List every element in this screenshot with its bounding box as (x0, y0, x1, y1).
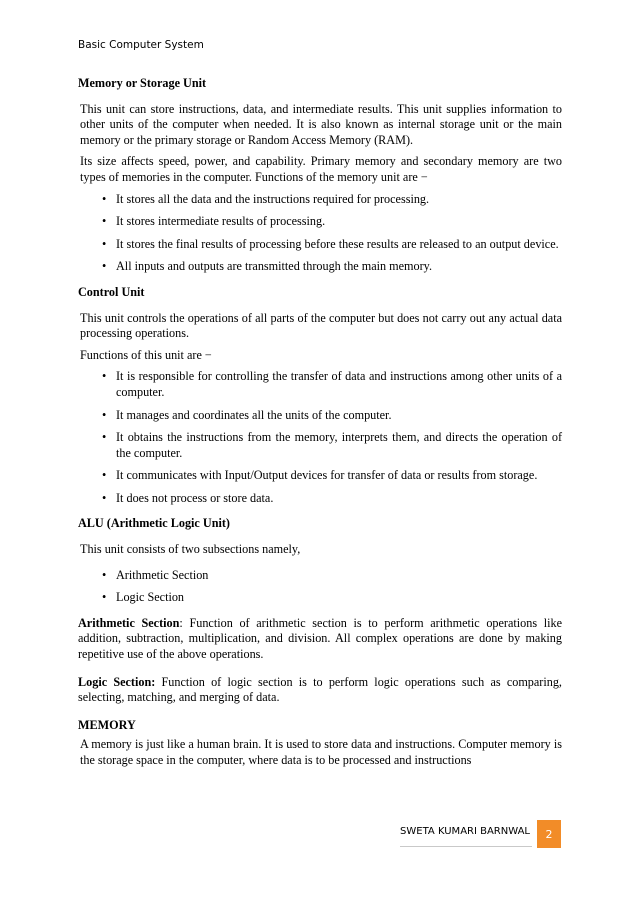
list-item: • It obtains the instructions from the memory, interprets them, and directs the operation of the computer. (102, 430, 562, 460)
bullet-icon: • (102, 236, 107, 251)
paragraph-arithmetic: Arithmetic Section: Function of arithmetic section is to perform arithmetic operations like addition, subtraction, multiplication, and division. All complex operations are done by making repetitive use of the above operations. (78, 615, 563, 662)
list-item: • It stores the final results of processing before these results are released to an output device. (102, 236, 559, 251)
list-item: • All inputs and outputs are transmitted through the main memory. (102, 259, 433, 274)
page-content (78, 76, 562, 775)
paragraph: Its size affects speed, power, and capability. Primary memory and secondary memory are two types of memories in the computer. Functions of the memory unit are − (80, 154, 562, 184)
list-item: • It is responsible for controlling the transfer of data and instructions among other units of a computer. (102, 369, 562, 399)
section-heading-alu: ALU (Arithmetic Logic Unit) (78, 516, 230, 531)
list-item: • Arithmetic Section (102, 567, 209, 582)
paragraph-logic: Logic Section: Function of logic section is to perform logic operations such as comparing, selecting, matching, and merging of data. (78, 674, 562, 705)
bullet-icon: • (102, 468, 107, 483)
bullet-icon: • (102, 191, 107, 206)
list-item: • It stores intermediate results of processing. (102, 214, 326, 229)
list-item: • It manages and coordinates all the units of the computer. (102, 407, 392, 422)
bullet-icon: • (102, 567, 107, 582)
list-item: • It does not process or store data. (102, 490, 274, 505)
page-header: Basic Computer System (78, 39, 204, 51)
bullet-icon: • (102, 369, 107, 384)
paragraph: This unit consists of two subsections namely, (80, 542, 301, 557)
bullet-icon: • (102, 590, 107, 605)
list-item: • Logic Section (102, 590, 185, 605)
footer-divider (400, 846, 532, 847)
paragraph: This unit can store instructions, data, and intermediate results. This unit supplies information to other units of the computer when needed. It is also known as internal storage unit or the main memory or the primary storage or Random Access Memory (RAM). (80, 101, 562, 147)
bullet-icon: • (102, 259, 107, 274)
footer-author: SWETA KUMARI BARNWAL (400, 826, 530, 837)
list-item: • It stores all the data and the instructions required for processing. (102, 191, 430, 206)
bullet-icon: • (102, 214, 107, 229)
bullet-icon: • (102, 430, 107, 445)
bullet-list (78, 369, 562, 506)
section-heading-memory-unit: Memory or Storage Unit (78, 76, 207, 90)
page-number: 2 (537, 820, 561, 848)
paragraph: Functions of this unit are − (80, 347, 212, 362)
bullet-list (78, 568, 562, 606)
list-item: • It communicates with Input/Output devices for transfer of data or results from storage. (102, 468, 538, 483)
section-heading-memory: MEMORY (78, 717, 136, 732)
bullet-icon: • (102, 407, 107, 422)
section-heading-control-unit: Control Unit (78, 284, 145, 299)
bullet-list (78, 192, 562, 275)
bullet-icon: • (102, 490, 107, 505)
paragraph: This unit controls the operations of all parts of the computer but does not carry out any actual data processing operations. (80, 310, 562, 341)
paragraph: A memory is just like a human brain. It is used to store data and instructions. Computer memory is the storage space in the computer, where data is to be processed and instructions (80, 737, 562, 767)
